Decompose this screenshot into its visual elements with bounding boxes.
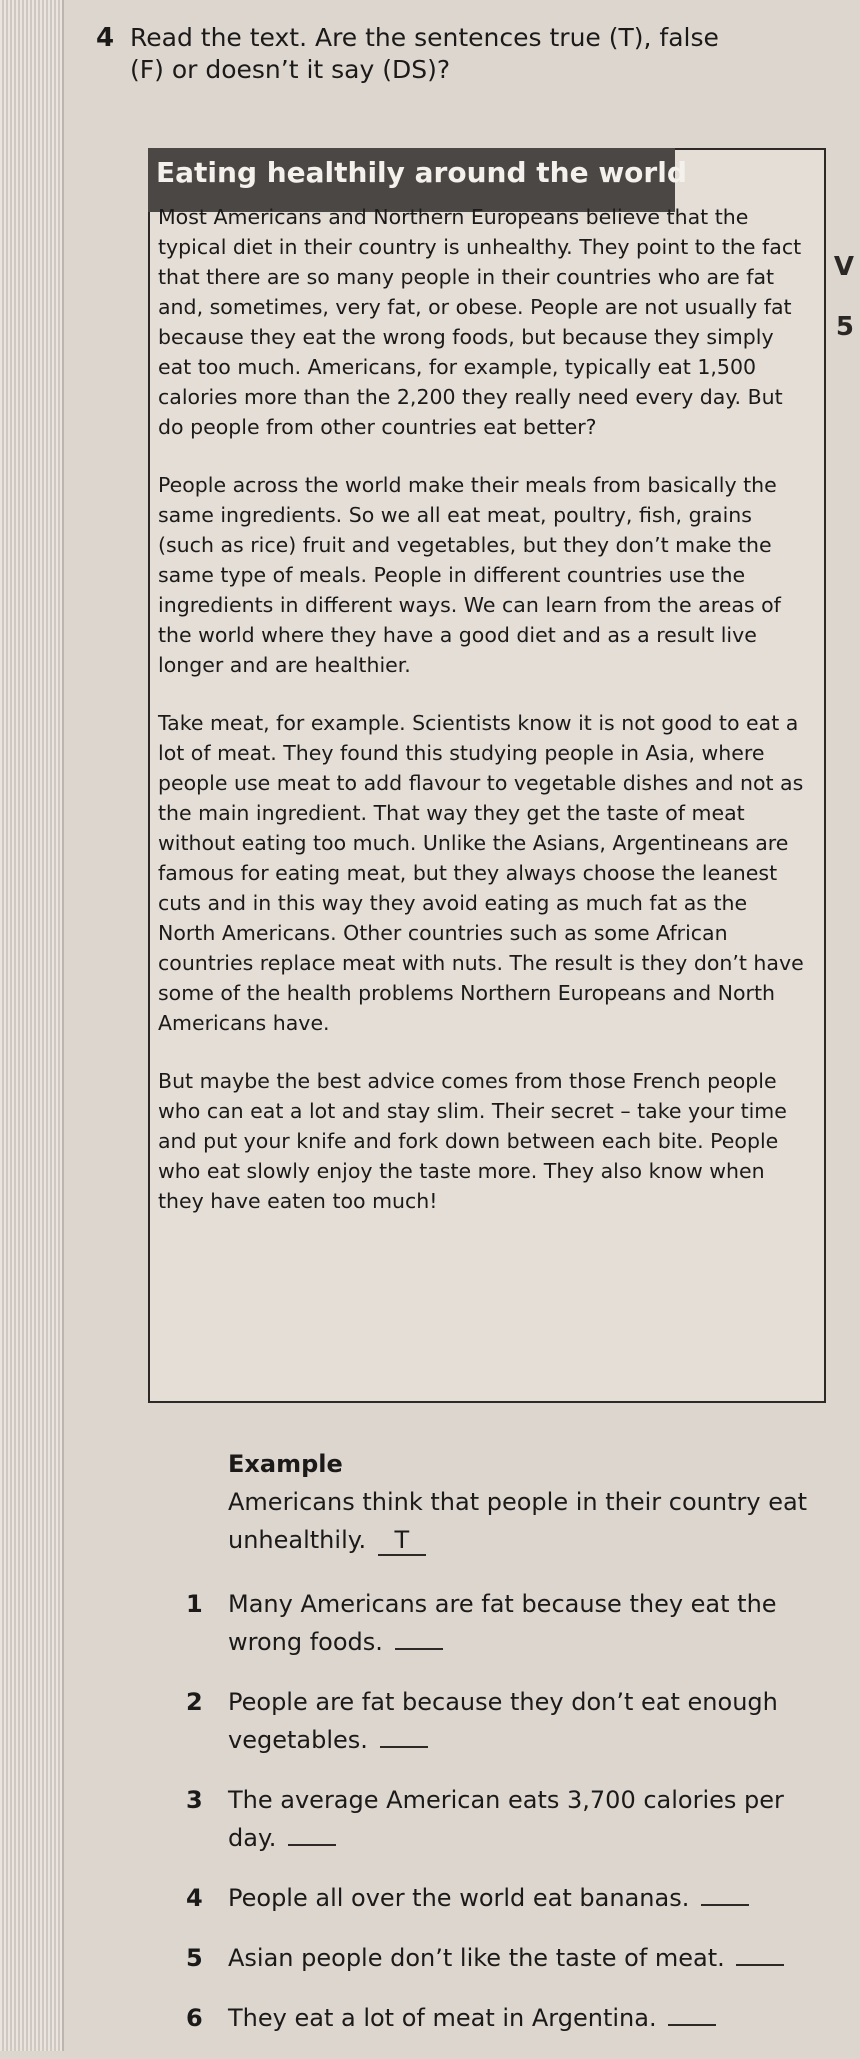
exercise-instruction: Read the text. Are the sentences true (T), false (F) or doesn’t it say (DS)? (130, 23, 719, 84)
margin-fragment: V (833, 252, 854, 282)
example-heading: Example (228, 1450, 343, 1478)
question-number: 1 (186, 1590, 203, 1618)
page-gutter (0, 0, 64, 2051)
question-number: 3 (186, 1786, 203, 1814)
question-item (186, 1781, 828, 1857)
question-item (186, 1999, 828, 2037)
answer-blank[interactable] (395, 1648, 443, 1650)
exercise-header (96, 22, 750, 86)
question-text: People all over the world eat bananas. (228, 1884, 690, 1912)
article-paragraph: Most Americans and Northern Europeans believe that the typical diet in their country is unhealthy. They point to the fact that there are so many people in their countries who are fat and, sometimes, very fat, or obese. People are not usually fat because they eat the wrong foods, but because they simply eat too much. Americans, for example, typically eat 1,500 calories more than the 2,200 they really need every day. But do people from other countries eat better? (158, 205, 802, 439)
question-text: They eat a lot of meat in Argentina. (228, 2004, 657, 2032)
question-number: 5 (186, 1944, 203, 1972)
example-sentence (228, 1483, 828, 1559)
article-paragraph: Take meat, for example. Scientists know it is not good to eat a lot of meat. They found this studying people in Asia, where people use meat to add flavour to vegetable dishes and not as the main ingredient. That way they get the taste of meat without eating too much. Unlike the Asians, Argentineans are famous for eating meat, but they always choose the leanest cuts and in this way they avoid eating as much fat as the North Americans. Other countries such as some African countries replace meat with nuts. The result is they don’t have some of the health problems Northern Europeans and North Americans have. (158, 711, 804, 1035)
exercise-questions (186, 1445, 828, 2059)
question-item (186, 1879, 828, 1917)
answer-blank[interactable] (380, 1746, 428, 1748)
question-number: 6 (186, 2004, 203, 2032)
article-paragraph: People across the world make their meals from basically the same ingredients. So we all eat meat, poultry, fish, grains (such as rice) fruit and vegetables, but they don’t make the same type of meals. People in different countries use the ingredients in different ways. We can learn from the areas of the world where they have a good diet and as a result live longer and are healthier. (158, 473, 781, 677)
question-number: 2 (186, 1688, 203, 1716)
question-number: 4 (186, 1884, 203, 1912)
example-answer: T (378, 1526, 426, 1556)
article-paragraph: But maybe the best advice comes from those French people who can eat a lot and stay slim. Their secret – take your time and put your knife and fork down between each bite. People who eat slowly enjoy the taste more. They also know when they have eaten too much! (158, 1069, 787, 1213)
question-text: People are fat because they don’t eat enough vegetables. (228, 1688, 778, 1754)
question-item (186, 1939, 828, 1977)
example-text: Americans think that people in their country eat unhealthily. (228, 1488, 808, 1554)
article-body (158, 202, 808, 1244)
reading-title: Eating healthily around the world (156, 156, 687, 189)
question-text: Asian people don’t like the taste of meat. (228, 1944, 725, 1972)
answer-blank[interactable] (701, 1904, 749, 1906)
reading-text-box (148, 148, 826, 1403)
question-item (186, 1683, 828, 1759)
question-item (186, 1585, 828, 1661)
answer-blank[interactable] (288, 1844, 336, 1846)
question-text: The average American eats 3,700 calories per day. (228, 1786, 784, 1852)
answer-blank[interactable] (668, 2024, 716, 2026)
exercise-number: 4 (96, 23, 115, 53)
question-text: Many Americans are fat because they eat the wrong foods. (228, 1590, 777, 1656)
answer-blank[interactable] (736, 1964, 784, 1966)
margin-fragment: 5 (835, 312, 854, 342)
